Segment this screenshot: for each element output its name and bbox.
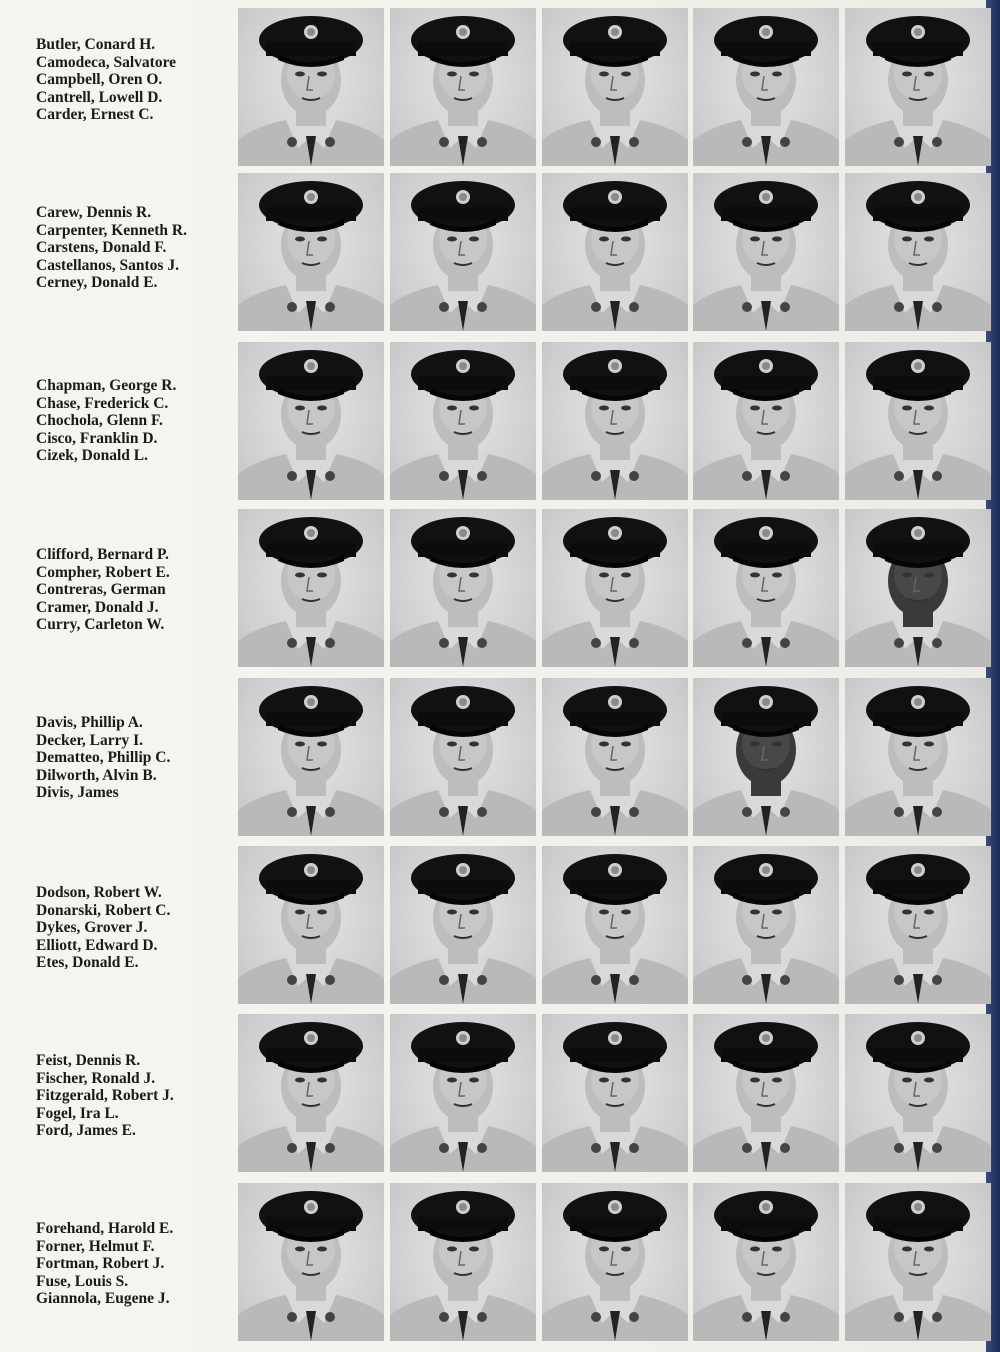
person-name: Davis, Phillip A. (36, 714, 143, 731)
person-name: Cantrell, Lowell D. (36, 88, 163, 106)
person-name: Curry, Carleton W. (36, 616, 165, 633)
person-name: Castellanos, Santos J. (36, 256, 179, 274)
person-name: Donarski, Robert C. (36, 901, 171, 919)
portrait-photo (542, 8, 688, 166)
person-name: Clifford, Bernard P. (36, 546, 169, 563)
person-name: Elliott, Edward D. (36, 936, 158, 954)
portrait-photo (238, 678, 384, 836)
person-name: Fuse, Louis S. (36, 1272, 129, 1290)
name-block (36, 546, 236, 634)
person-name: Ford, James E. (36, 1122, 136, 1139)
portrait-photo (542, 173, 688, 331)
portrait-photo (542, 509, 688, 667)
person-name: Chochola, Glenn F. (36, 412, 163, 429)
person-name: Carpenter, Kenneth R. (36, 221, 187, 239)
name-block (36, 1052, 236, 1140)
person-name: Fitzgerald, Robert J. (36, 1087, 174, 1104)
portrait-photo (845, 173, 991, 331)
name-block (36, 884, 236, 972)
person-name: Dykes, Grover J. (36, 919, 148, 936)
portrait-photo (693, 846, 839, 1004)
person-name: Camodeca, Salvatore (36, 53, 177, 71)
person-name: Dematteo, Phillip C. (36, 749, 171, 766)
portrait-photo (390, 846, 536, 1004)
portrait-photo (390, 509, 536, 667)
portrait-photo (238, 8, 384, 166)
person-name: Dodson, Robert W. (36, 884, 162, 901)
name-block (36, 204, 236, 292)
person-name: Cerney, Donald E. (36, 274, 158, 291)
portrait-photo (693, 8, 839, 166)
person-name: Forehand, Harold E. (36, 1220, 174, 1237)
person-name: Butler, Conard H. (36, 36, 156, 53)
person-name: Feist, Dennis R. (36, 1052, 141, 1069)
person-name: Cisco, Franklin D. (36, 429, 158, 447)
portrait-photo (390, 342, 536, 500)
portrait-photo (238, 173, 384, 331)
person-name: Divis, James (36, 784, 119, 801)
portrait-photo (390, 8, 536, 166)
person-name: Giannola, Eugene J. (36, 1290, 170, 1307)
portrait-photo (845, 678, 991, 836)
person-name: Decker, Larry I. (36, 731, 144, 749)
person-name: Dilworth, Alvin B. (36, 766, 157, 784)
portrait-photo (390, 1183, 536, 1341)
person-name: Carder, Ernest C. (36, 106, 154, 123)
person-name: Forner, Helmut F. (36, 1237, 155, 1255)
portrait-photo (238, 1183, 384, 1341)
portrait-photo (238, 846, 384, 1004)
person-name: Etes, Donald E. (36, 954, 139, 971)
portrait-photo (693, 1183, 839, 1341)
person-name: Compher, Robert E. (36, 563, 170, 581)
portrait-photo (845, 342, 991, 500)
portrait-photo (542, 1014, 688, 1172)
name-block (36, 1220, 236, 1308)
person-name: Fischer, Ronald J. (36, 1069, 156, 1087)
portrait-photo (845, 8, 991, 166)
person-name: Fortman, Robert J. (36, 1255, 165, 1272)
portrait-photo (542, 1183, 688, 1341)
name-block (36, 714, 236, 802)
portrait-photo (845, 1014, 991, 1172)
name-block (36, 377, 236, 465)
portrait-photo (238, 342, 384, 500)
person-name: Campbell, Oren O. (36, 71, 163, 88)
portrait-photo (390, 173, 536, 331)
portrait-photo (693, 1014, 839, 1172)
portrait-photo (390, 678, 536, 836)
person-name: Carew, Dennis R. (36, 204, 152, 221)
portrait-photo (542, 342, 688, 500)
portrait-photo (845, 846, 991, 1004)
portrait-photo (845, 1183, 991, 1341)
name-block (36, 36, 236, 124)
portrait-photo (238, 1014, 384, 1172)
portrait-photo (693, 678, 839, 836)
person-name: Fogel, Ira L. (36, 1104, 119, 1122)
person-name: Chapman, George R. (36, 377, 177, 394)
portrait-photo (693, 173, 839, 331)
person-name: Chase, Frederick C. (36, 394, 169, 412)
portrait-photo (693, 342, 839, 500)
portrait-photo (693, 509, 839, 667)
portrait-photo (390, 1014, 536, 1172)
portrait-photo (542, 846, 688, 1004)
person-name: Carstens, Donald F. (36, 239, 167, 256)
person-name: Cizek, Donald L. (36, 447, 148, 464)
portrait-photo (845, 509, 991, 667)
person-name: Contreras, German (36, 581, 166, 598)
portrait-photo (238, 509, 384, 667)
person-name: Cramer, Donald J. (36, 598, 159, 616)
portrait-photo (542, 678, 688, 836)
